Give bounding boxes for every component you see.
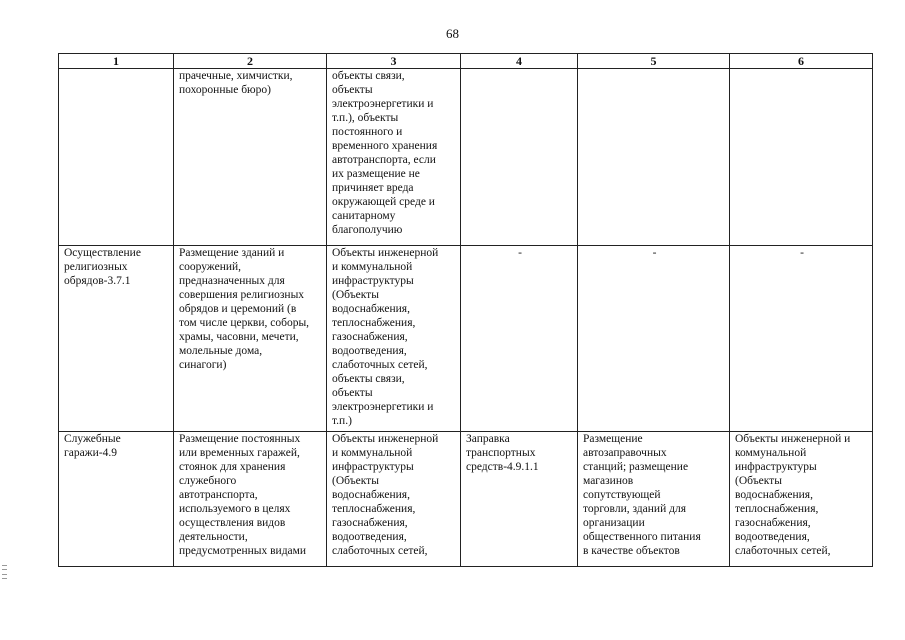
table-cell xyxy=(578,69,730,246)
cell-text: - xyxy=(652,247,657,259)
table-row xyxy=(59,246,873,432)
cell-text: - xyxy=(518,247,522,259)
cell-text: Размещение зданий и сооружений, предназначенных для совершения религиозных обрядов и церемоний (в том числе церкви, соборы, храмы, часовни, мечети, молельные дома, синагоги) xyxy=(179,247,310,371)
cell-text: Объекты инженерной и коммунальной инфраструктуры (Объекты водоснабжения, теплоснабжения, газоснабжения, водоотведения, слаботочных сетей, объекты связи, объекты электроэнергетики и т.п.) xyxy=(332,247,439,427)
table-cell xyxy=(59,432,174,567)
table-cell xyxy=(174,246,327,432)
cell-text: Размещение автозаправочных станций; размещение магазинов сопутствующей торговли, зданий для организации общественного питания в качестве объектов xyxy=(583,433,701,557)
table-cell xyxy=(59,69,174,246)
table-cell xyxy=(327,246,461,432)
column-header-6: 6 xyxy=(730,54,873,69)
table-row xyxy=(59,69,873,246)
page-number: 68 xyxy=(446,26,459,41)
column-header-1: 1 xyxy=(59,54,174,69)
cell-text: - xyxy=(800,247,804,259)
cell-text: Объекты инженерной и коммунальной инфраструктуры (Объекты водоснабжения, теплоснабжения, газоснабжения, водоотведения, слаботочных сетей, xyxy=(735,433,851,557)
table-cell xyxy=(59,246,174,432)
table-cell xyxy=(730,246,873,432)
table-cell xyxy=(327,69,461,246)
cell-text: Объекты инженерной и коммунальной инфраструктуры (Объекты водоснабжения, теплоснабжения, газоснабжения, водоотведения, слаботочных сетей, xyxy=(332,433,439,557)
column-header-3: 3 xyxy=(327,54,461,69)
document-table xyxy=(58,53,873,567)
table-cell xyxy=(461,69,578,246)
cell-text: Служебные гаражи-4.9 xyxy=(64,433,121,459)
cell-text: Заправка транспортных средств-4.9.1.1 xyxy=(466,433,539,473)
cell-text: Размещение постоянных или временных гаражей, стоянок для хранения служебного автотранспорта, используемого в целях осуществления видов деятельности, предусмотренных видами xyxy=(179,433,307,557)
table-header-row xyxy=(59,54,873,69)
column-header-2: 2 xyxy=(174,54,327,69)
table-cell xyxy=(174,432,327,567)
column-header-5: 5 xyxy=(578,54,730,69)
cell-text: прачечные, химчистки, похоронные бюро) xyxy=(179,70,293,96)
table-cell xyxy=(327,432,461,567)
cell-text: Осуществление религиозных обрядов-3.7.1 xyxy=(64,247,141,287)
table-cell xyxy=(461,432,578,567)
table-cell xyxy=(174,69,327,246)
table-cell xyxy=(578,432,730,567)
table-cell xyxy=(578,246,730,432)
column-header-4: 4 xyxy=(461,54,578,69)
table-cell xyxy=(461,246,578,432)
scan-edge-mark xyxy=(2,565,7,579)
table-row xyxy=(59,432,873,567)
cell-text: объекты связи, объекты электроэнергетики и т.п.), объекты постоянного и временного хранения автотранспорта, если их размещение не причиняет вреда окружающей среде и санитарному благополучию xyxy=(332,70,438,236)
table-cell xyxy=(730,432,873,567)
table-cell xyxy=(730,69,873,246)
